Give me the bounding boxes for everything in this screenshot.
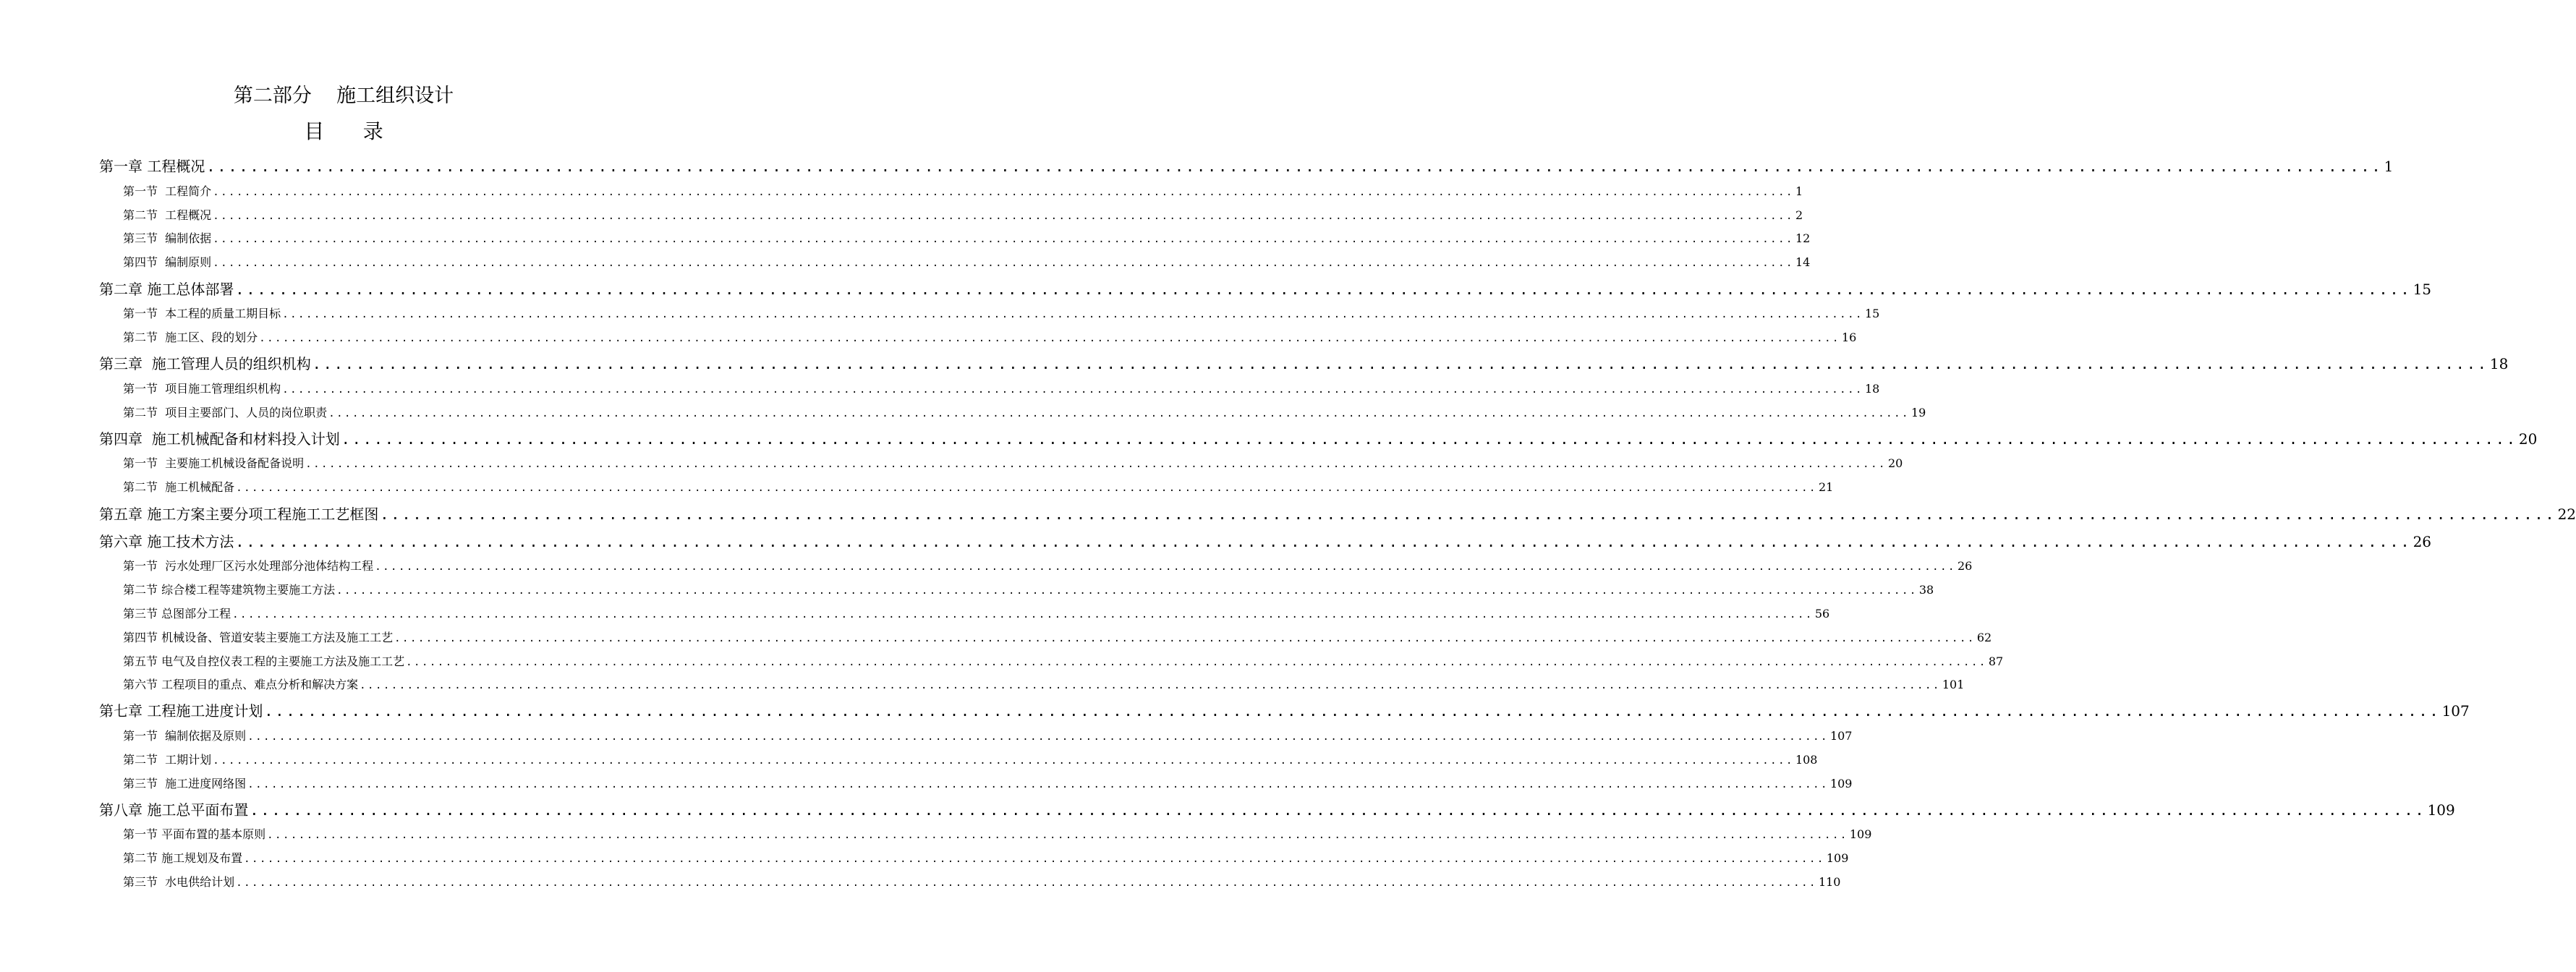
toc-dot-leader: ........................................................................................................................................................................................................ [235,533,2412,550]
toc-section-entry[interactable] [123,557,1973,574]
toc-dot-leader: ........................................................................................................................................................................................................ [336,585,1918,597]
toc-page-number: 15 [1864,307,1880,320]
toc-dot-leader: ........................................................................................................................................................................................................ [305,459,1887,470]
toc-page-number: 87 [1988,655,2004,668]
toc-entry-label: 第一节 本工程的质量工期目标 [123,307,281,320]
toc-entry-label: 第五节 电气及自控仪表工程的主要施工方法及施工工艺 [123,655,405,668]
toc-entry-label: 第四节 机械设备、管道安装主要施工方法及施工工艺 [123,631,394,644]
toc-entry-label: 第二节 项目主要部门、人员的岗位职责 [123,406,328,419]
toc-entry-label: 第二节 工期计划 [123,753,212,767]
toc-page-number: 109 [1829,777,1853,790]
toc-page-number: 26 [2413,533,2432,550]
toc-page-number: 20 [1887,456,1903,470]
toc-entry-label: 第二节 施工区、段的划分 [123,331,258,344]
toc-page-number: 107 [2441,702,2470,720]
toc-dot-leader: ........................................................................................................................................................................................................ [244,853,1825,865]
toc-page-number: 16 [1841,331,1857,344]
toc-dot-leader: ........................................................................................................................................................................................................ [247,779,1829,790]
toc-section-entry[interactable] [123,182,1803,199]
toc-dot-leader: ........................................................................................................................................................................................................ [341,430,2517,448]
toc-section-entry[interactable] [123,328,1857,345]
toc-chapter-entry[interactable] [99,503,2576,524]
toc-page-number: 14 [1795,255,1811,269]
toc-page-number: 1 [1795,184,1803,198]
toc-chapter-entry[interactable] [99,278,2432,299]
toc-page-number: 22 [2557,506,2576,523]
toc-section-entry[interactable] [123,727,1853,743]
toc-section-entry[interactable] [123,751,1818,767]
toc-section-entry[interactable] [123,454,1903,471]
toc-section-entry[interactable] [123,253,1811,270]
toc-entry-label: 第一节 工程简介 [123,184,212,198]
toc-page-number: 110 [1818,875,1841,889]
toc-entry-label: 第一节 主要施工机械设备配备说明 [123,456,305,470]
toc-entry-label: 第三节 水电供给计划 [123,875,235,889]
toc-entry-label: 第一节 平面布置的基本原则 [123,827,266,841]
toc-page-number: 101 [1942,678,1965,691]
toc-dot-leader: ........................................................................................................................................................................................................ [267,830,1848,841]
toc-section-entry[interactable] [123,478,1834,495]
toc-section-entry[interactable] [123,825,1872,842]
toc-entry-label: 第二节 工程概况 [123,208,212,222]
toc-heading: 目 录 [304,119,383,143]
toc-section-entry[interactable] [123,206,1803,223]
toc-entry-label: 第三节 编制依据 [123,231,212,245]
toc-page-number: 1 [2384,158,2394,175]
toc-entry-label: 第六节 工程项目的重点、难点分析和解决方案 [123,678,359,691]
toc-entry-label: 第七章 工程施工进度计划 [99,702,263,720]
toc-page-number: 15 [2413,281,2432,298]
toc-page-number: 19 [1910,406,1926,419]
toc-section-entry[interactable] [123,581,1934,597]
toc-dot-leader: ........................................................................................................................................................................................................ [213,187,1794,198]
toc-dot-leader: ........................................................................................................................................................................................................ [247,731,1829,743]
toc-page-number: 109 [1849,827,1872,841]
toc-page-number: 26 [1957,559,1973,573]
toc-section-entry[interactable] [123,652,2004,669]
toc-chapter-entry[interactable] [99,699,2470,720]
toc-entry-label: 第一节 污水处理厂区污水处理部分池体结构工程 [123,559,374,573]
toc-dot-leader: ........................................................................................................................................................................................................ [213,755,1794,767]
toc-chapter-entry[interactable] [99,798,2455,819]
toc-page-number: 2 [1795,208,1803,222]
toc-entry-label: 第四章 施工机械配备和材料投入计划 [99,430,340,448]
toc-dot-leader: ........................................................................................................................................................................................................ [250,801,2426,819]
toc-entry-label: 第四节 编制原则 [123,255,212,269]
toc-section-entry[interactable] [123,605,1830,621]
toc-section-entry[interactable] [123,304,1880,321]
toc-section-entry[interactable] [123,675,1965,692]
toc-page-number: 108 [1795,753,1818,767]
toc-dot-leader: ........................................................................................................................................................................................................ [406,657,1987,668]
toc-entry-label: 第一章 工程概况 [99,158,205,175]
toc-dot-leader: ........................................................................................................................................................................................................ [235,281,2412,298]
toc-dot-leader: ........................................................................................................................................................................................................ [259,333,1840,344]
toc-dot-leader: ........................................................................................................................................................................................................ [213,210,1794,222]
toc-chapter-entry[interactable] [99,352,2509,373]
toc-section-entry[interactable] [123,628,1992,645]
toc-page-number: 21 [1818,480,1834,494]
toc-entry-label: 第三章 施工管理人员的组织机构 [99,355,311,372]
toc-dot-leader: ........................................................................................................................................................................................................ [264,702,2441,720]
toc-entry-label: 第五章 施工方案主要分项工程施工工艺框图 [99,506,379,523]
toc-dot-leader: ........................................................................................................................................................................................................ [394,633,1976,644]
toc-dot-leader: ........................................................................................................................................................................................................ [282,384,1863,396]
toc-chapter-entry[interactable] [99,155,2394,176]
toc-section-entry[interactable] [123,404,1926,420]
toc-entry-label: 第六章 施工技术方法 [99,533,234,550]
toc-dot-leader: ........................................................................................................................................................................................................ [236,482,1817,494]
toc-section-entry[interactable] [123,849,1849,866]
toc-section-entry[interactable] [123,775,1853,791]
toc-dot-leader: ........................................................................................................................................................................................................ [206,158,2383,175]
toc-page-number: 62 [1976,631,1992,644]
toc-dot-leader: ........................................................................................................................................................................................................ [312,355,2488,372]
toc-dot-leader: ........................................................................................................................................................................................................ [360,680,1941,691]
toc-dot-leader: ........................................................................................................................................................................................................ [375,561,1956,573]
toc-dot-leader: ........................................................................................................................................................................................................ [236,877,1817,889]
toc-entry-label: 第一节 编制依据及原则 [123,729,247,743]
toc-page-number: 20 [2518,430,2538,448]
toc-dot-leader: ........................................................................................................................................................................................................ [282,309,1863,320]
toc-page-number: 109 [1826,851,1849,865]
toc-page-number: 56 [1814,607,1830,621]
toc-section-entry[interactable] [123,380,1880,396]
toc-section-entry[interactable] [123,229,1811,246]
toc-entry-label: 第二节 综合楼工程等建筑物主要施工方法 [123,583,336,597]
toc-entry-label: 第二节 施工规划及布置 [123,851,243,865]
toc-page-number: 38 [1918,583,1934,597]
toc-page-number: 107 [1829,729,1853,743]
page-title: 第二部分 施工组织设计 [233,85,454,107]
toc-page-number: 12 [1795,231,1811,245]
toc-entry-label: 第三节 施工进度网络图 [123,777,247,790]
toc-entry-label: 第三节 总图部分工程 [123,607,231,621]
toc-page-number: 18 [1864,382,1880,396]
toc-dot-leader: ........................................................................................................................................................................................................ [213,234,1794,245]
toc-entry-label: 第一节 项目施工管理组织机构 [123,382,281,396]
toc-entry-label: 第八章 施工总平面布置 [99,801,249,819]
toc-entry-label: 第二章 施工总体部署 [99,281,234,298]
toc-section-entry[interactable] [123,873,1841,890]
toc-dot-leader: ........................................................................................................................................................................................................ [380,506,2556,523]
toc-dot-leader: ........................................................................................................................................................................................................ [232,609,1814,621]
toc-chapter-entry[interactable] [99,530,2432,551]
toc-entry-label: 第二节 施工机械配备 [123,480,235,494]
toc-page-number: 109 [2427,801,2455,819]
toc-dot-leader: ........................................................................................................................................................................................................ [213,257,1794,269]
toc-page-number: 18 [2489,355,2509,372]
toc-dot-leader: ........................................................................................................................................................................................................ [328,408,1910,419]
toc-chapter-entry[interactable] [99,427,2538,448]
